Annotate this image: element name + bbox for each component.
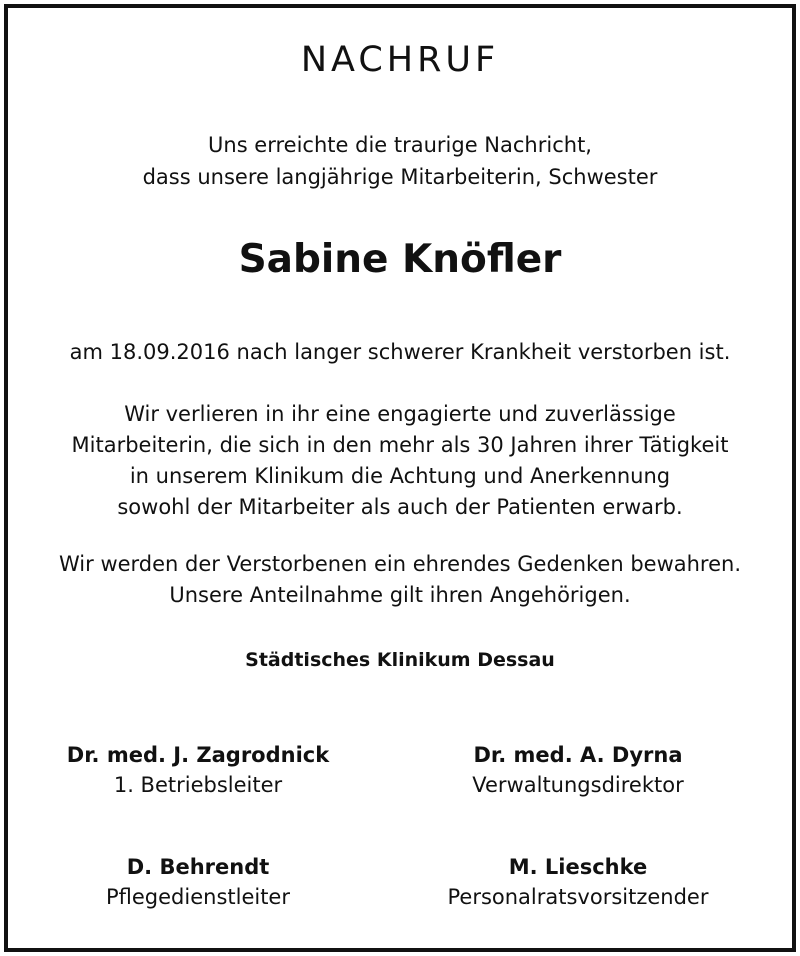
signatory-name: Dr. med. A. Dyrna: [473, 743, 683, 767]
closing-line: Unsere Anteilnahme gilt ihren Angehörigen.: [169, 583, 631, 607]
signatory-block: [28, 740, 368, 800]
tribute-line: in unserem Klinikum die Achtung und Anerkennung: [129, 464, 671, 488]
deceased-name: Sabine Knöfler: [238, 237, 562, 282]
signatory-role: Personalratsvorsitzender: [447, 885, 709, 909]
signatory-block: [408, 740, 748, 800]
closing-text: [0, 549, 800, 611]
signatory-block: [28, 852, 368, 912]
signatory-role: 1. Betriebsleiter: [113, 773, 283, 797]
closing-line: Wir werden der Verstorbenen ein ehrendes Gedenken bewahren.: [59, 552, 741, 576]
signatory-name: M. Lieschke: [508, 855, 648, 879]
signatory-block: [408, 852, 748, 912]
tribute-text: [0, 399, 800, 523]
organization-name: Städtisches Klinikum Dessau: [245, 649, 555, 671]
signatory-name: D. Behrendt: [126, 855, 270, 879]
signatory-role: Verwaltungsdirektor: [472, 773, 684, 797]
signatory-role: Pflegedienstleiter: [105, 885, 290, 909]
tribute-line: Mitarbeiterin, die sich in den mehr als 30 Jahren ihrer Tätigkeit: [71, 433, 729, 457]
tribute-line: sowohl der Mitarbeiter als auch der Patienten erwarb.: [117, 495, 683, 519]
death-date-line: am 18.09.2016 nach langer schwerer Krankheit verstorben ist.: [69, 340, 731, 364]
intro-line: Uns erreichte die traurige Nachricht,: [208, 133, 592, 157]
intro-line: dass unsere langjährige Mitarbeiterin, Schwester: [142, 165, 658, 189]
tribute-line: Wir verlieren in ihr eine engagierte und zuverlässige: [124, 402, 676, 426]
signatory-name: Dr. med. J. Zagrodnick: [66, 743, 330, 767]
intro-text: [0, 129, 800, 193]
notice-title: NACHRUF: [300, 40, 500, 80]
